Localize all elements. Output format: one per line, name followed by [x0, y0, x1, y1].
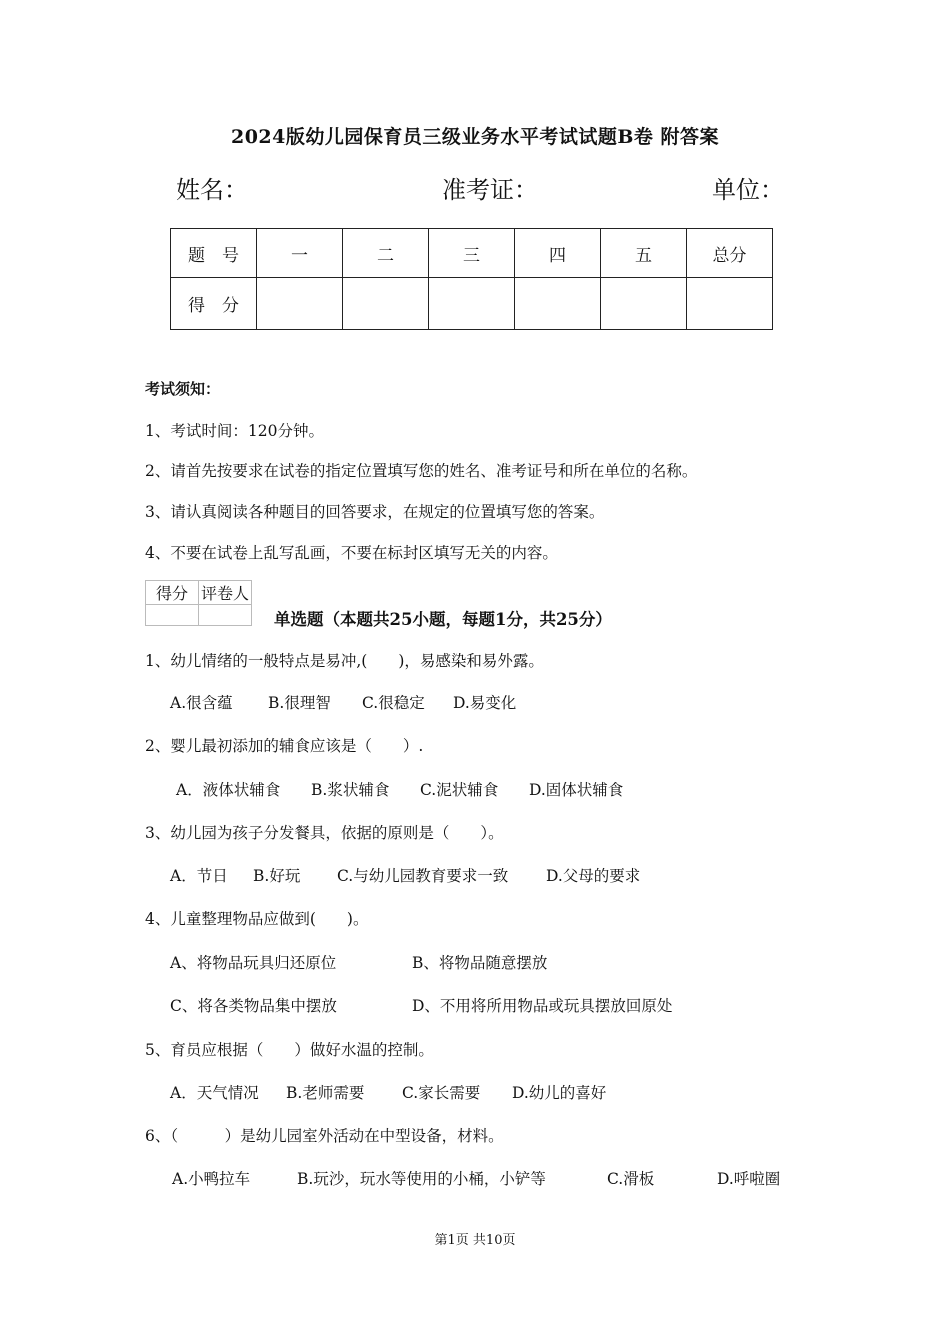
question-stem: 5、育员应根据（ ）做好水温的控制。 [145, 1041, 434, 1059]
question-stem: 4、儿童整理物品应做到( )。 [145, 910, 369, 928]
question-stem: 6、（ ）是幼儿园室外活动在中型设备，材料。 [145, 1127, 504, 1145]
score-header-cell: 总分 [687, 229, 773, 278]
question-option: D.父母的要求 [546, 867, 641, 885]
notice-item: 4、不要在试卷上乱写乱画，不要在标封区填写无关的内容。 [145, 544, 558, 562]
grader-box [145, 580, 252, 626]
question-option: C.泥状辅食 [420, 781, 499, 799]
grader-box-cell [199, 605, 252, 626]
question-option: D.呼啦圈 [717, 1170, 781, 1188]
grader-box-score-label: 得分 [146, 581, 199, 605]
score-table [170, 228, 773, 330]
score-cell [343, 278, 429, 330]
grader-box-grader-label: 评卷人 [199, 581, 252, 605]
exam-title: 2024版幼儿园保育员三级业务水平考试试题B卷 附答案 [230, 126, 720, 148]
score-header-cell: 二 [343, 229, 429, 278]
notice-item: 3、请认真阅读各种题目的回答要求，在规定的位置填写您的答案。 [145, 503, 605, 521]
question-option: C、将各类物品集中摆放 [170, 997, 337, 1015]
exam-number-field-label: 准考证： [442, 176, 538, 204]
question-option: C.很稳定 [362, 694, 425, 712]
question-option: A、将物品玩具归还原位 [170, 954, 337, 972]
question-option: C.与幼儿园教育要求一致 [337, 867, 509, 885]
question-option: B.浆状辅食 [311, 781, 390, 799]
question-option: B、将物品随意摆放 [412, 954, 548, 972]
score-table-header-row [171, 229, 773, 278]
question-option: A．节日 [170, 867, 228, 885]
question-option: B.玩沙，玩水等使用的小桶，小铲等 [297, 1170, 546, 1188]
question-option: D、不用将所用物品或玩具摆放回原处 [412, 997, 673, 1015]
score-header-cell: 题 号 [171, 229, 257, 278]
score-table-score-row [171, 278, 773, 330]
question-option: D.固体状辅食 [529, 781, 624, 799]
score-header-cell: 五 [601, 229, 687, 278]
score-header-cell: 四 [515, 229, 601, 278]
grader-box-cell [146, 605, 199, 626]
name-field-label: 姓名： [176, 176, 248, 204]
question-option: B.很理智 [268, 694, 331, 712]
score-cell [257, 278, 343, 330]
score-cell [601, 278, 687, 330]
question-option: A．天气情况 [170, 1084, 259, 1102]
question-option: A．液体状辅食 [176, 781, 281, 799]
score-header-cell: 一 [257, 229, 343, 278]
score-cell [515, 278, 601, 330]
question-stem: 2、婴儿最初添加的辅食应该是（ ）. [145, 737, 424, 755]
score-cell [687, 278, 773, 330]
section-title: 单选题（本题共25小题，每题1分，共25分） [274, 610, 612, 629]
question-option: C.滑板 [607, 1170, 655, 1188]
question-stem: 1、幼儿情绪的一般特点是易冲,( )，易感染和易外露。 [145, 652, 544, 670]
notice-item: 1、考试时间：120分钟。 [145, 422, 324, 440]
score-row-label: 得 分 [171, 278, 257, 330]
question-option: D.易变化 [453, 694, 517, 712]
question-stem: 3、幼儿园为孩子分发餐具，依据的原则是（ ）。 [145, 824, 504, 842]
score-header-cell: 三 [429, 229, 515, 278]
page-footer: 第1页 共10页 [434, 1233, 516, 1248]
question-option: D.幼儿的喜好 [512, 1084, 607, 1102]
unit-field-label: 单位： [712, 176, 784, 204]
question-option: B.老师需要 [286, 1084, 365, 1102]
notice-item: 2、请首先按要求在试卷的指定位置填写您的姓名、准考证号和所在单位的名称。 [145, 462, 698, 480]
question-option: B.好玩 [253, 867, 301, 885]
question-option: A.小鸭拉车 [172, 1170, 251, 1188]
notice-heading: 考试须知： [145, 380, 221, 398]
score-cell [429, 278, 515, 330]
question-option: A.很含蕴 [170, 694, 233, 712]
question-option: C.家长需要 [402, 1084, 481, 1102]
